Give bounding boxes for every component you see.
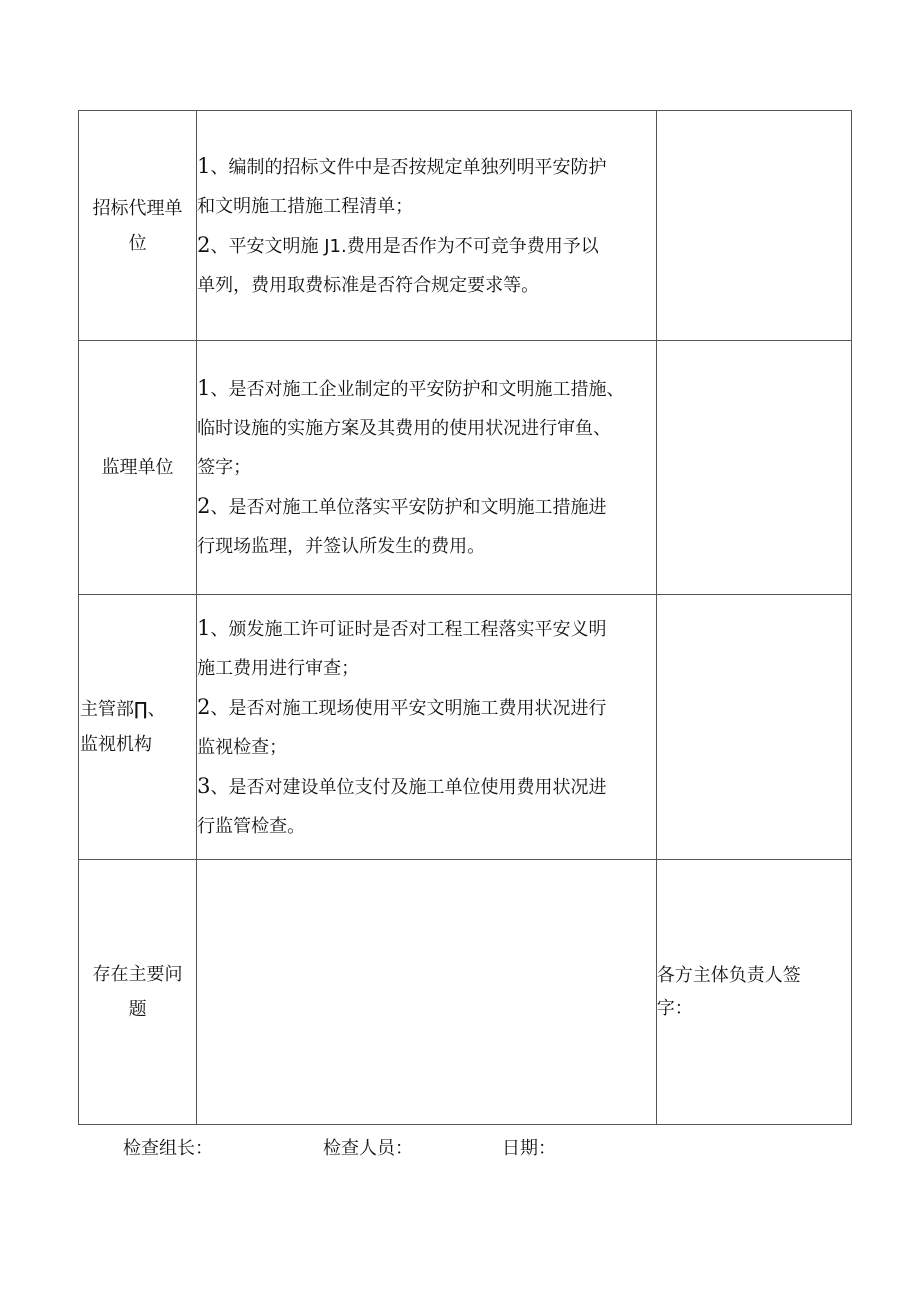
row-label-main-issues [79, 860, 197, 1125]
content-line: 和文明施工措施工程清单； [197, 195, 414, 217]
content-line [197, 147, 656, 187]
item-number: 1 [197, 153, 211, 178]
signature-label-line: 字： [656, 998, 693, 1019]
table-row [79, 341, 852, 595]
signature-label-line: 各方主体负责人签 [656, 965, 801, 986]
signature-cell[interactable] [656, 860, 851, 1125]
row-content-bidding-agency [197, 111, 657, 341]
row-label-line: 题 [128, 999, 147, 1020]
row-notes-cell [656, 341, 851, 595]
table-row [79, 860, 852, 1125]
table-row [79, 111, 852, 341]
content-line [197, 487, 656, 527]
content-line [197, 369, 656, 409]
inspector-label: 检查人员： [323, 1138, 413, 1159]
item-number: 3 [197, 773, 211, 798]
content-line: 临时设施的实施方案及其费用的使用状况进行审鱼、 [197, 418, 612, 439]
item-text: 、平安文明施 J1.费用是否作为不可竞争费用予以 [210, 235, 599, 257]
content-line [197, 688, 656, 728]
row-notes-cell [656, 595, 851, 860]
row-label-bidding-agency [79, 111, 197, 341]
item-number: 2 [197, 494, 211, 518]
date-label: 日期： [502, 1138, 556, 1159]
content-line: 签字； [197, 457, 252, 478]
row-label-authority [79, 595, 197, 860]
row-notes-cell [656, 111, 851, 341]
inspection-table [78, 110, 852, 1125]
content-line: 施工费用进行审查； [197, 657, 360, 679]
signature-footer [0, 1134, 920, 1164]
row-label-line: 监视机构 [80, 734, 152, 755]
item-text: 、是否对施工现场使用平安文明施工费用状况进行 [210, 697, 607, 719]
item-text: 、是否对施工单位落实平安防护和文明施工措施进 [210, 497, 607, 518]
content-line [197, 767, 656, 807]
table-row [79, 595, 852, 860]
row-label-line: 位 [128, 232, 147, 254]
row-content-authority [197, 595, 657, 860]
content-line: 行现场监理，并签认所发生的费用。 [197, 536, 486, 557]
content-line [197, 226, 656, 266]
row-label-supervision-unit [79, 341, 197, 595]
item-number: 2 [197, 694, 211, 719]
item-number: 2 [197, 232, 211, 257]
row-label-line: 主管部∏、 [80, 699, 166, 720]
row-label-line: 招标代理单 [92, 197, 183, 219]
item-text: 、是否对建设单位支付及施工单位使用费用状况进 [210, 776, 607, 798]
content-line: 行监管检查。 [197, 815, 306, 837]
row-content-supervision-unit [197, 341, 657, 595]
content-line [197, 609, 656, 649]
item-number: 1 [197, 615, 211, 640]
item-text: 、编制的招标文件中是否按规定单独列明平安防护 [210, 156, 607, 178]
item-text: 、是否对施工企业制定的平安防护和文明施工措施、 [210, 379, 625, 400]
item-number: 1 [197, 376, 211, 400]
row-label-line: 存在主要问 [92, 964, 183, 985]
item-text: 、颁发施工许可证时是否对工程工程落实平安义明 [210, 618, 607, 640]
content-line: 监视检查； [197, 736, 288, 758]
inspection-leader-label: 检查组长： [123, 1138, 213, 1159]
content-line: 单列，费用取费标准是否符合规定要求等。 [197, 274, 540, 296]
row-label-line: 监理单位 [101, 457, 174, 478]
issues-input-area[interactable] [197, 860, 657, 1125]
